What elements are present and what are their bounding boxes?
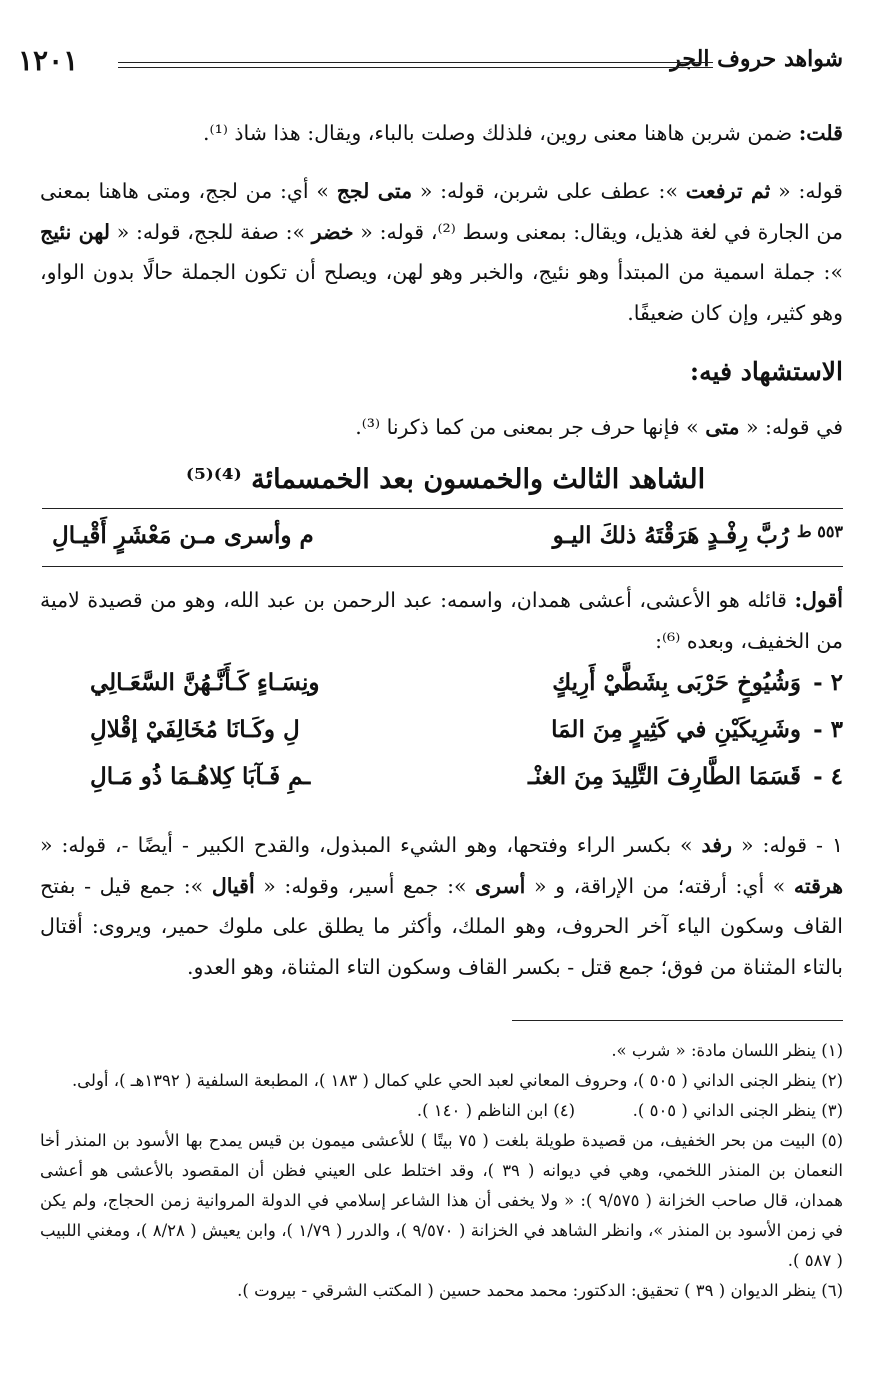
paragraph-explanation — [40, 171, 843, 333]
paragraph-citation — [40, 407, 843, 448]
footnote: (٤) ابن الناظم ( ١٤٠ ). — [416, 1101, 575, 1120]
main-verse — [42, 516, 843, 560]
quoted-term: لهن نئيج — [40, 219, 110, 244]
verse-line — [60, 712, 843, 756]
text-span: »: عطف على شربن، قوله: « — [412, 179, 686, 203]
footnote: (٢) ينظر الجنى الداني ( ٥٠٥ )، وحروف المعاني لعبد الحي علي كمال ( ١٨٣ )، المطبعة السلفية ( ١٣٩٢هـ )، أولى. — [71, 1071, 843, 1090]
quoted-term: متى — [705, 415, 740, 439]
verse-number: ٢ - — [813, 669, 843, 696]
witness-title: الشاهد الثالث والخمسون بعد الخمسمائة ⁽⁴⁾⁽⁵⁾ — [185, 464, 706, 495]
paragraph-lead: قلت: — [798, 121, 843, 145]
page-header — [18, 42, 843, 82]
running-head: شواهد حروف الجر — [670, 46, 843, 72]
verse-hemistich-second: لِ وكَـانَا مُخَالِفَيْ إقْلالِ — [90, 716, 300, 743]
quoted-term: أقيال — [211, 873, 255, 898]
header-rule — [118, 67, 713, 68]
verse-hemistich-first: قَسَمَا الطَّارِفَ التَّلِيدَ مِنَ الغنْـ — [527, 763, 801, 790]
verse-hemistich-second: ـمِ فَـآبَا كِلاهُـمَا ذُو مَـالِ — [90, 763, 311, 790]
verse-number: ٤ - — [813, 763, 843, 790]
quoted-term: هرقته — [793, 873, 844, 898]
footnote: (٥) البيت من بحر الخفيف، من قصيدة طويلة بلغت ( ٧٥ بيتًا ) للأعشى ميمون بن قيس يمدح بها الأسود بن المنذر أخا النعمان بن المنذر اللخمي، وهي في ديوانه ( ٣٩ )، وقد اختلط على العيني فظن أن المقصود بالأعشى هو أعشى همدان، قال صاحب الخزانة ( ٩/٥٧٥ ): « ولا يخفى أن هذا الشاعر إسلامي في الدولة المروانية زمن الحجاج، ولم يكن في زمن الأسود بن المنذر »، وانظر الشاهد في الخزانة ( ٩/٥٧٠ )، والدرر ( ١/٧٩ )، وابن يعيش ( ٨/٢٨ )، ومغني اللبيب ( ٥٨٧ ). — [40, 1131, 843, 1270]
text-span: » بكسر الراء وفتحها، وهو الشيء المبذول، والقدح الكبير - أيضًا -، قوله: « — [40, 833, 702, 857]
footnote-row — [40, 1096, 843, 1126]
verse-line — [60, 665, 843, 709]
text-span: »: جمع قيل - بفتح القاف وسكون الياء آخر الحروف، وهو الملك، وأكثر ما يطلق على ملوك حمير، ويروى: أقتال بالتاء المثناة من فوق؛ جمع قتل - بكسر القاف وسكون التاء المثناة، وهو العدو. — [40, 873, 843, 979]
verse-hemistich-first: وشَرِيكَيْنِ في كَثِيرٍ مِنَ المَا — [551, 716, 801, 743]
footnote: (١) ينظر اللسان مادة: « شرب ». — [611, 1041, 843, 1060]
verse-line — [60, 759, 843, 803]
text-span: » أي: أرقته؛ من الإراقة، و « — [525, 873, 794, 898]
footnotes — [40, 1036, 843, 1306]
text-span: »: جمع أسير، وقوله: « — [254, 873, 476, 898]
footnote: (٣) ينظر الجنى الداني ( ٥٠٥ ). — [632, 1101, 843, 1120]
quoted-term: رفد — [701, 833, 733, 857]
footnote-rule — [512, 1020, 843, 1021]
verse-hemistich-first: رُبَّ رِفْـدٍ هَرَقْتَهُ ذلكَ اليـو — [552, 522, 789, 549]
verse-number: ٣ - — [813, 716, 843, 743]
text-span: ١ - قوله: « — [732, 833, 843, 857]
footnote: (٦) ينظر الديوان ( ٣٩ ) تحقيق: الدكتور: محمد محمد حسين ( المكتب الشرقي - بيروت ). — [237, 1281, 843, 1300]
text-span: قوله: « — [770, 179, 843, 203]
text-span: في قوله: « — [739, 415, 843, 439]
verse-number: ٥٥٣ ط — [796, 522, 843, 541]
header-rule — [118, 62, 713, 63]
verse-rule-top — [42, 508, 843, 509]
verse-rule-bottom — [42, 566, 843, 567]
verse-hemistich-second: ونِسَـاءٍ كَـأَنَّـهُنَّ السَّعَـالِي — [90, 669, 320, 696]
paragraph-text: قائله هو الأعشى، أعشى همدان، واسمه: عبد الرحمن بن عبد الله، وهو من قصيدة لامية من الخفيف، وبعده ⁽⁶⁾: — [40, 588, 843, 653]
quoted-term: ثم ترفعت — [685, 179, 771, 203]
text-span: » أي: من لجج، ومتى هاهنا بمعنى من الجارة في لغة هذيل، ويقال: بمعنى وسط ⁽²⁾، قوله: « — [40, 179, 843, 244]
paragraph-glossary — [40, 825, 843, 987]
paragraph-comment — [40, 113, 843, 154]
section-heading: الاستشهاد فيه: — [689, 357, 843, 386]
quoted-term: أسرى — [475, 873, 526, 898]
text-span: »: صفة للجج، قوله: « — [109, 219, 312, 244]
quoted-term: متى لجج — [336, 179, 413, 203]
following-verses — [60, 665, 843, 805]
paragraph-attribution — [40, 580, 843, 661]
verse-hemistich-first: وَشُيُوخٍ حَرْبَى بِشَطَّيْ أَرِيكٍ — [552, 669, 801, 696]
text-span: »: جملة اسمية من المبتدأ وهو نئيج، والخبر وهو لهن، ويصلح أن تكون الجملة حالًا بدون الواو، وهو كثير، وإن كان ضعيفًا. — [40, 260, 843, 325]
quoted-term: خضر — [311, 219, 354, 244]
text-span: » فإنها حرف جر بمعنى من كما ذكرنا ⁽³⁾. — [355, 415, 706, 439]
page-number: ١٢٠١ — [18, 44, 79, 77]
verse-hemistich-second: م وأسرى مـن مَعْشَرٍ أَقْيـالِ — [52, 522, 314, 549]
paragraph-text: ضمن شربن هاهنا معنى روين، فلذلك وصلت بالباء، ويقال: هذا شاذ ⁽¹⁾. — [203, 121, 799, 145]
paragraph-lead: أقول: — [794, 588, 843, 612]
